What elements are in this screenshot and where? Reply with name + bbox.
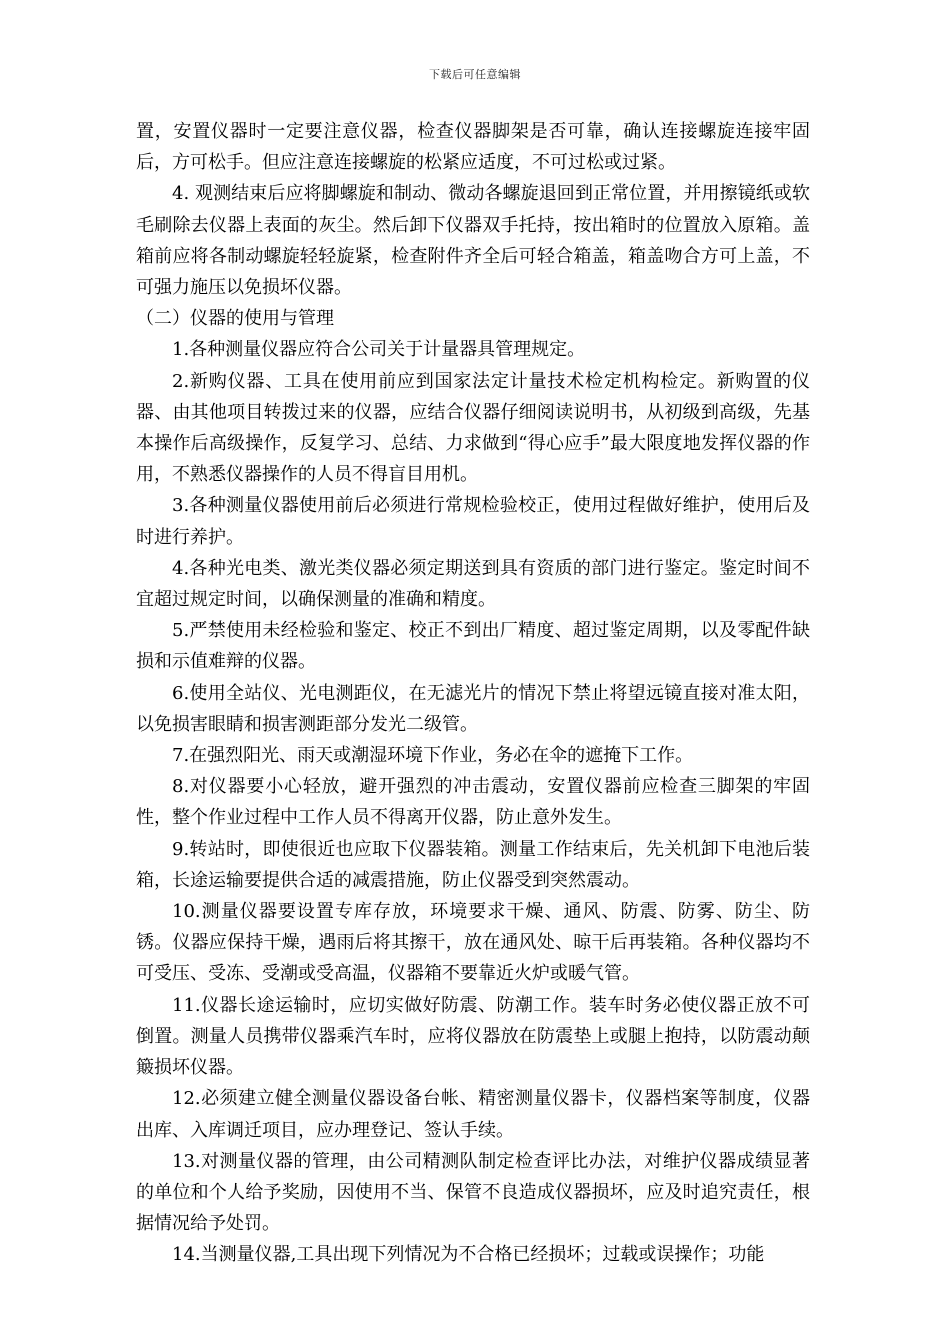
paragraph-item-2: 2.新购仪器、工具在使用前应到国家法定计量技术检定机构检定。新购置的仪器、由其他项目转拨过来的仪器，应结合仪器仔细阅读说明书，从初级到高级，先基本操作后高级操作，反复学习、总结、力求做到“得心应手”最大限度地发挥仪器的作用，不熟悉仪器操作的人员不得盲目用机。 [136,370,810,486]
paragraph-item-13: 13.对测量仪器的管理，由公司精测队制定检查评比办法，对维护仪器成绩显著的单位和个人给予奖励，因使用不当、保管不良造成仪器损坏，应及时追究责任，根据情况给予处罚。 [136,1150,810,1235]
paragraph-item-12: 12.必须建立健全测量仪器设备台帐、精密测量仪器卡，仪器档案等制度，仪器出库、入库调迁项目，应办理登记、签认手续。 [136,1088,810,1141]
paragraph-item-1: 1.各种测量仪器应符合公司关于计量器具管理规定。 [172,339,586,361]
paragraph-item-8: 8.对仪器要小心轻放，避开强烈的冲击震动，安置仪器前应检查三脚架的牢固性，整个作业过程中工作人员不得离开仪器，防止意外发生。 [136,776,810,829]
paragraph-item-6: 6.使用全站仪、光电测距仪，在无滤光片的情况下禁止将望远镜直接对准太阳，以免损害眼睛和损害测距部分发光二级管。 [136,682,810,735]
paragraph-item-7: 7.在强烈阳光、雨天或潮湿环境下作业，务必在伞的遮掩下工作。 [172,745,694,767]
paragraph-item-4: 4.各种光电类、激光类仪器必须定期送到具有资质的部门进行鉴定。鉴定时间不宜超过规定时间，以确保测量的准确和精度。 [136,557,810,611]
section-heading: （二）仪器的使用与管理 [136,308,334,330]
paragraph-item-3: 3.各种测量仪器使用前后必须进行常规检验校正，使用过程做好维护，使用后及时进行养护。 [136,495,810,548]
paragraph-item-4-observation: 4. 观测结束后应将脚螺旋和制动、微动各螺旋退回到正常位置，并用擦镜纸或软毛刷除去仪器上表面的灰尘。然后卸下仪器双手托持，按出箱时的位置放入原箱。盖箱前应将各制动螺旋轻轻旋紧，检查附件齐全后可轻合箱盖，箱盖吻合方可上盖，不可强力施压以免损坏仪器。 [136,183,810,299]
paragraph-item-9: 9.转站时，即使很近也应取下仪器装箱。测量工作结束后，先关机卸下电池后装箱，长途运输要提供合适的减震措施，防止仪器受到突然震动。 [136,838,810,891]
paragraph-continued: 置，安置仪器时一定要注意仪器，检查仪器脚架是否可靠，确认连接螺旋连接牢固后，方可松手。但应注意连接螺旋的松紧应适度，不可过松或过紧。 [136,121,810,174]
document-body [136,116,810,1271]
paragraph-item-11: 11.仪器长途运输时，应切实做好防震、防潮工作。装车时务必使仪器正放不可倒置。测量人员携带仪器乘汽车时，应将仪器放在防震垫上或腿上抱持，以防震动颠簸损坏仪器。 [136,994,810,1079]
paragraph-item-10: 10.测量仪器要设置专库存放，环境要求干燥、通风、防震、防雾、防尘、防锈。仪器应保持干燥，遇雨后将其擦干，放在通风处、晾干后再装箱。各种仪器均不可受压、受冻、受潮或受高温，仪器箱不要靠近火炉或暖气管。 [136,901,810,985]
paragraph-item-14: 14.当测量仪器,工具出现下列情况为不合格已经损坏；过载或误操作；功能 [172,1244,765,1266]
paragraph-item-5: 5.严禁使用未经检验和鉴定、校正不到出厂精度、超过鉴定周期，以及零配件缺损和示值难辩的仪器。 [136,620,810,673]
page-header: 下载后可任意编辑 [429,68,521,81]
